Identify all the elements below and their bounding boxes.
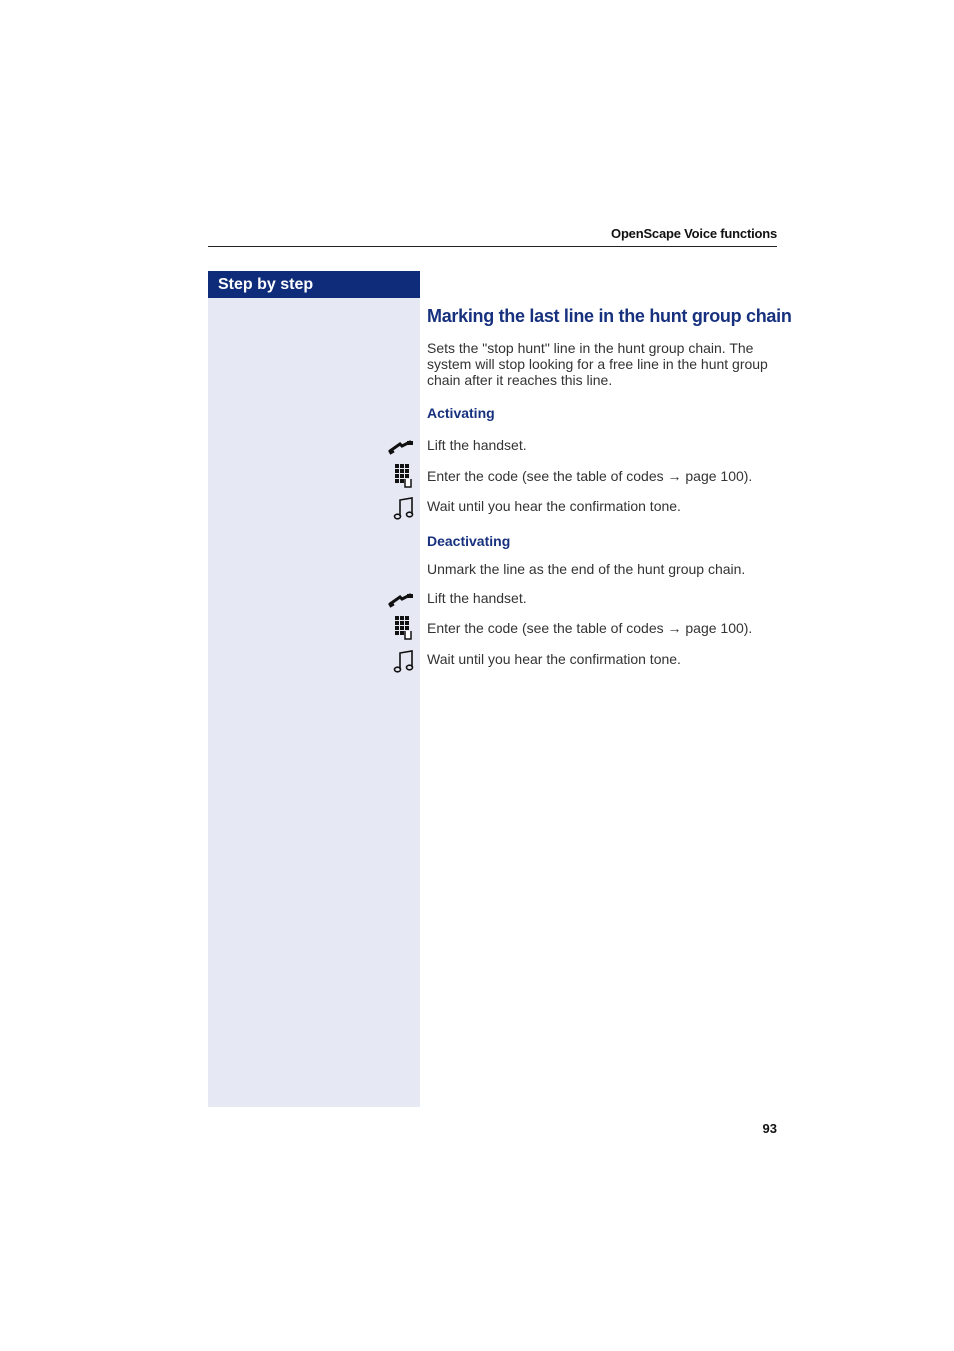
lift-handset-icon <box>388 587 414 613</box>
sidebar-heading: Step by step <box>208 271 420 298</box>
running-header: OpenScape Voice functions <box>611 226 777 241</box>
lift-handset-icon <box>388 434 414 460</box>
step-text: Wait until you hear the confirmation tone. <box>427 651 681 667</box>
keypad-icon <box>392 463 418 489</box>
section-title: Marking the last line in the hunt group chain <box>427 306 792 326</box>
step-text: Lift the handset. <box>427 590 527 606</box>
confirmation-tone-icon <box>392 649 418 675</box>
page-number: 93 <box>762 1121 777 1136</box>
step-sidebar <box>208 271 420 1107</box>
activating-heading: Activating <box>427 405 495 421</box>
confirmation-tone-icon <box>392 496 418 522</box>
step-text: Wait until you hear the confirmation tone. <box>427 498 681 514</box>
step-text: Lift the handset. <box>427 437 527 453</box>
deactivating-description: Unmark the line as the end of the hunt group chain. <box>427 561 746 577</box>
step-text: Enter the code (see the table of codes → page 100). <box>427 620 753 636</box>
section-intro: Sets the "stop hunt" line in the hunt group chain. The system will stop looking for a free line in the hunt group chain after it reaches this line. <box>427 340 768 388</box>
step-text: Enter the code (see the table of codes → page 100). <box>427 468 753 484</box>
deactivating-heading: Deactivating <box>427 533 511 549</box>
header-divider <box>208 246 777 247</box>
keypad-icon <box>392 615 418 641</box>
